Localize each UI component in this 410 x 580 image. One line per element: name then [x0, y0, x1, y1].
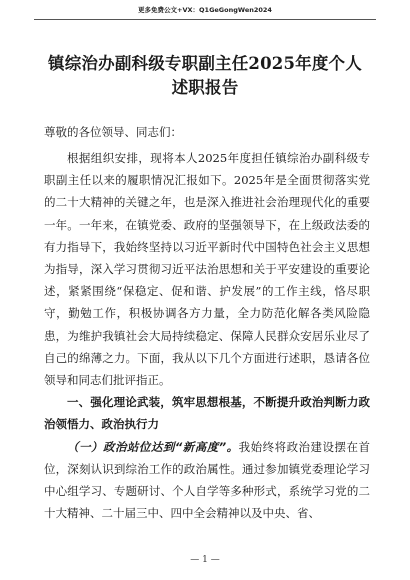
document-title: 镇综治办副科级专职副主任2025年度个人述职报告 [48, 54, 362, 97]
page-number: — 1 — [190, 555, 220, 565]
intro-paragraph: 根据组织安排，现将本人2025年度担任镇综治办副科级专职副主任以来的履职情况汇报如下。2025年是全面贯彻落实党的二十大精神的关键之年，也是深入推进社会治理现代化的重要一年。一年来，在镇党委、政府的坚强领导下，在上级政法委的有力指导下，我始终坚持以习近平新时代中国特色社会主义思想为指导，深入学习贯彻习近平法治思想和关于平安建设的重要论述，紧紧围绕“保稳定、促和谐、护发展”的工作主线，恪尽职守，勤勉工作，积极协调各方力量，全力防范化解各类风险隐患，为维护我镇社会大局持续稳定、保障人民群众安居乐业尽了自己的绵薄之力。下面，我从以下几个方面进行述职，恳请各位领导和同志们批评指正。 [44, 151, 370, 388]
section-heading-1: 一、强化理论武装，筑牢思想根基，不断提升政治判断力政治领悟力、政治执行力 [44, 395, 370, 432]
header-banner: 更多免费公文+VX：Q1GeGongWen2024 [138, 6, 272, 14]
document-body [44, 147, 370, 524]
salutation: 尊敬的各位领导、同志们： [44, 125, 182, 139]
subsection-paragraph-1 [44, 436, 370, 525]
subsection-text-1: 我始终将政治建设摆在首位，深刻认识到综治工作的政治属性。通过参加镇党委理论学习中心组学习、专题研讨、个人自学等多种形式，系统学习党的二十大精神、二十届三中、四中全会精神以及中央、省、 [44, 439, 370, 521]
subsection-heading-1: （一）政治站位达到“新高度”。 [67, 439, 239, 454]
header-divider [34, 19, 376, 20]
